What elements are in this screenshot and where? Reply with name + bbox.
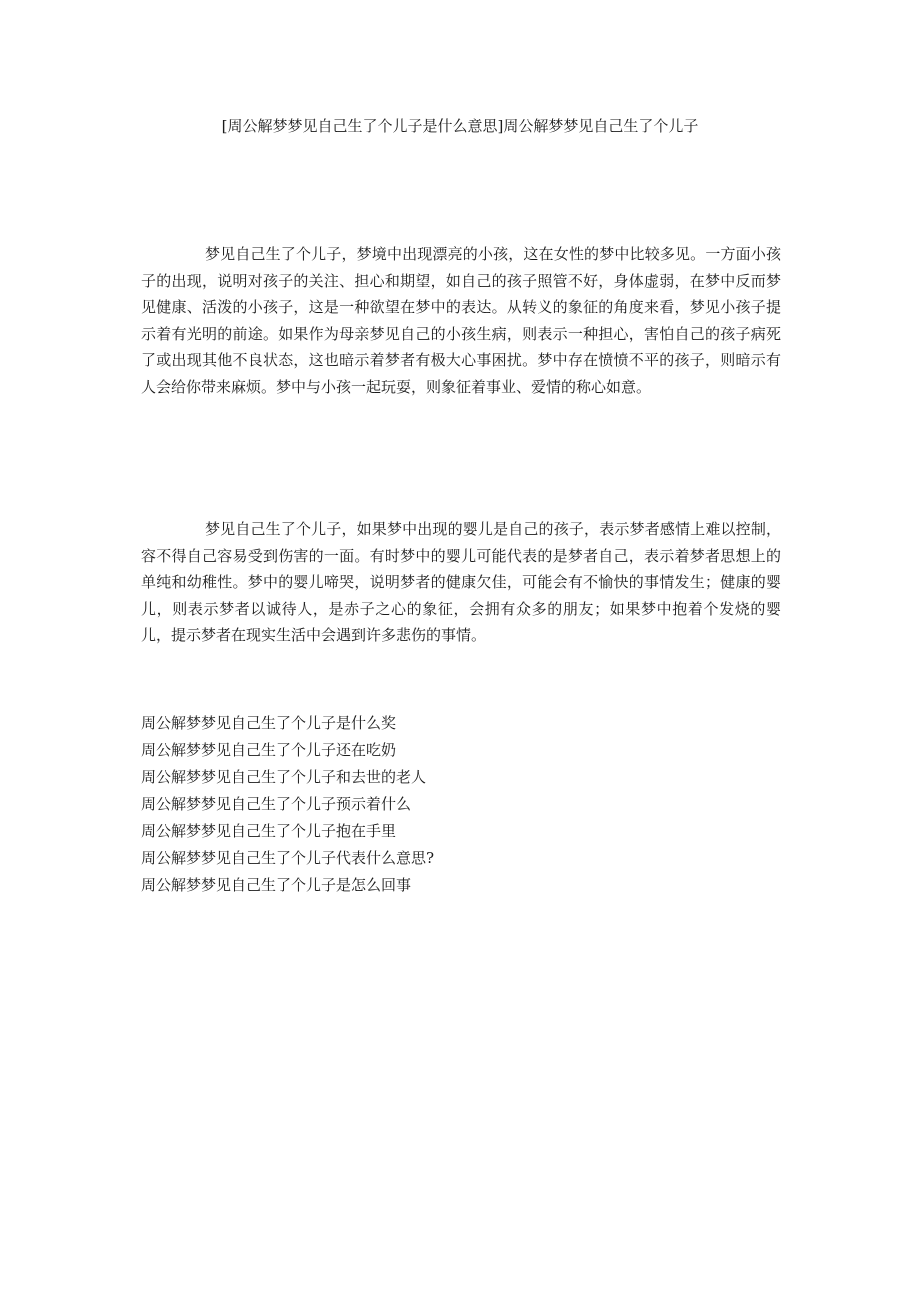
related-links-list [141,710,781,899]
related-link[interactable]: 周公解梦梦见自己生了个儿子还在吃奶 [141,741,397,759]
related-link[interactable]: 周公解梦梦见自己生了个儿子和去世的老人 [141,768,427,786]
body-paragraph: 梦见自己生了个儿子，如果梦中出现的婴儿是自己的孩子，表示梦者感情上难以控制，容不得自己容易受到伤害的一面。有时梦中的婴儿可能代表的是梦者自己，表示着梦者思想上的单纯和幼稚性。梦中的婴儿啼哭，说明梦者的健康欠佳，可能会有不愉快的事情发生；健康的婴儿，则表示梦者以诚待人，是赤子之心的象征，会拥有众多的朋友；如果梦中抱着个发烧的婴儿，提示梦者在现实生活中会遇到许多悲伤的事情。 [141,520,781,644]
related-link[interactable]: 周公解梦梦见自己生了个儿子代表什么意思? [141,849,435,867]
related-link[interactable]: 周公解梦梦见自己生了个儿子是什么奖 [141,714,397,732]
page-title: [周公解梦梦见自己生了个儿子是什么意思]周公解梦梦见自己生了个儿子 [221,117,699,135]
related-link[interactable]: 周公解梦梦见自己生了个儿子抱在手里 [141,822,397,840]
related-link[interactable]: 周公解梦梦见自己生了个儿子是怎么回事 [141,876,412,894]
related-link[interactable]: 周公解梦梦见自己生了个儿子预示着什么 [141,795,412,813]
body-paragraph: 梦见自己生了个儿子，梦境中出现漂亮的小孩，这在女性的梦中比较多见。一方面小孩子的出现，说明对孩子的关注、担心和期望，如自己的孩子照管不好，身体虚弱，在梦中反而梦见健康、活泼的小孩子，这是一种欲望在梦中的表达。从转义的象征的角度来看，梦见小孩子提示着有光明的前途。如果作为母亲梦见自己的小孩生病，则表示一种担心，害怕自己的孩子病死了或出现其他不良状态，这也暗示着梦者有极大心事困扰。梦中存在愤愤不平的孩子，则暗示有人会给你带来麻烦。梦中与小孩一起玩耍，则象征着事业、爱情的称心如意。 [141,245,781,396]
